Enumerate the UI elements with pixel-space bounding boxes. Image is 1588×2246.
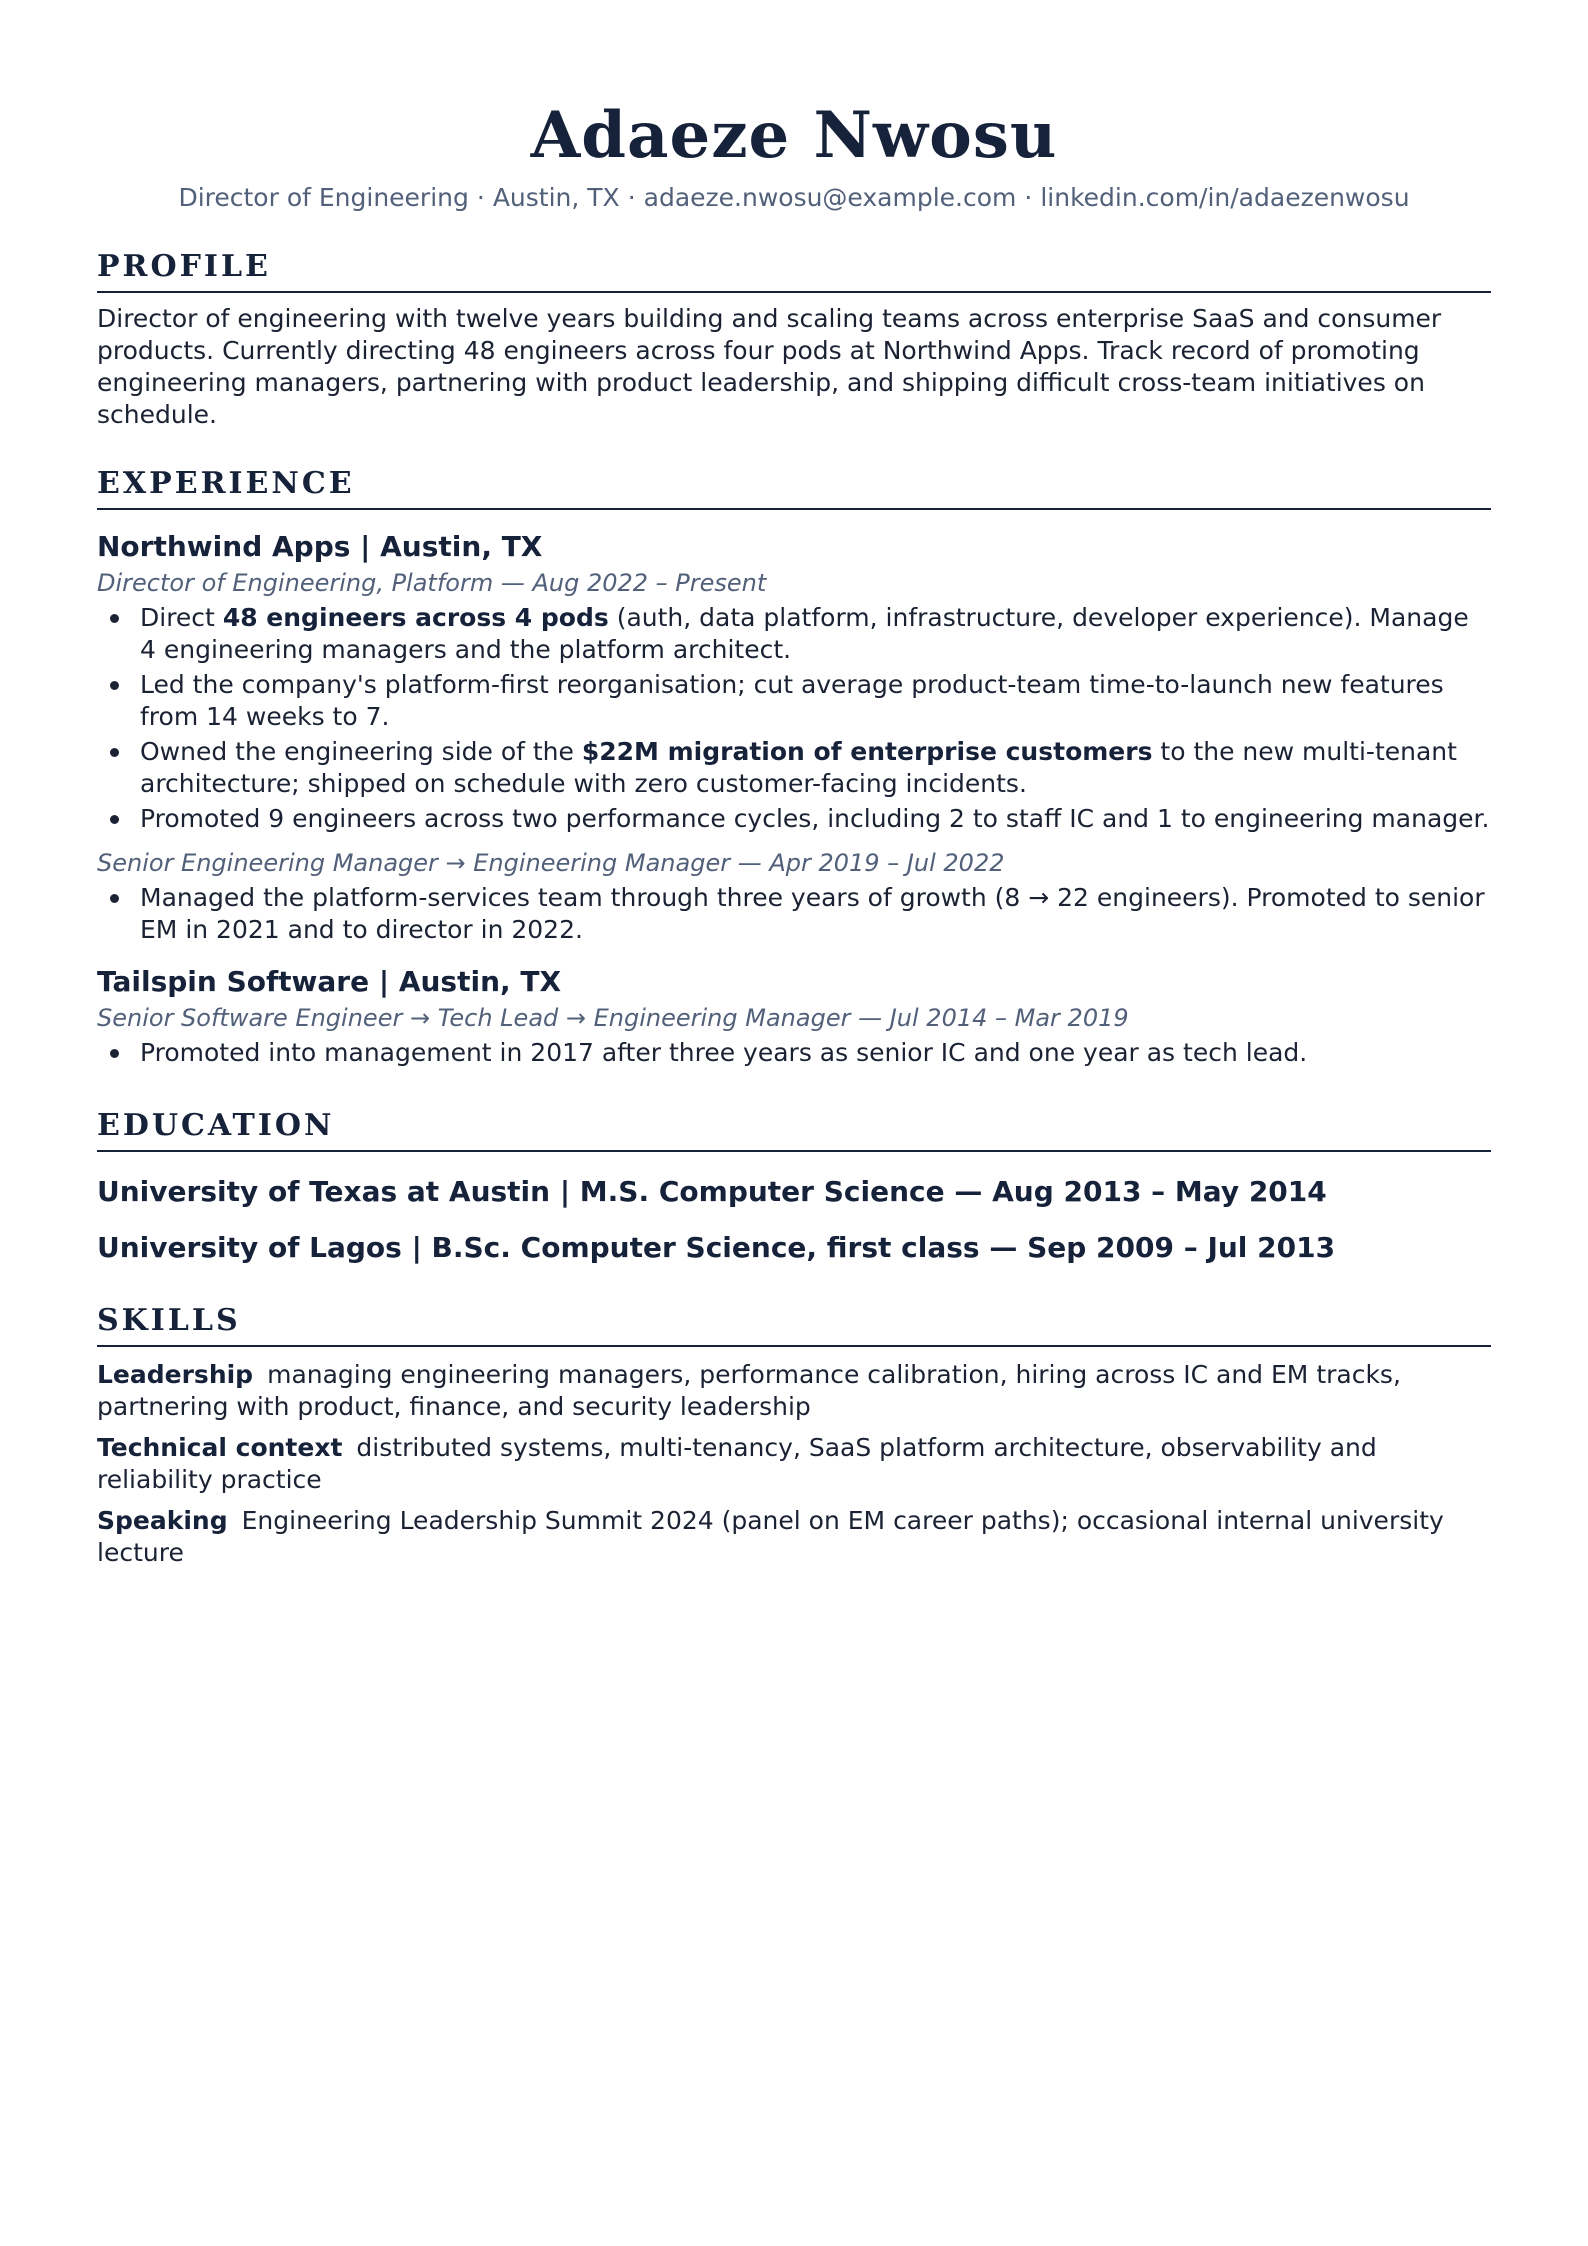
- bullet-text: Led the company's platform-first reorganisation; cut average product-team time-to-launch new features from 14 weeks to 7.: [140, 670, 1444, 731]
- role-title: Senior Engineering Manager → Engineering Manager — Apr 2019 – Jul 2022: [97, 849, 1005, 877]
- contact-line: [97, 182, 1491, 214]
- job-entry: [97, 529, 1491, 946]
- skills-heading: SKILLS: [97, 1302, 1491, 1347]
- skill-row: [97, 1505, 1491, 1569]
- bullet-text: Managed the platform-services team through three years of growth (8 → 22 engineers). Promoted to senior EM in 2021 and to director in 2022.: [140, 883, 1485, 944]
- bullet-text: (auth, data platform, infrastructure, developer experience). Manage 4 engineering managers and the platform architect.: [140, 603, 1469, 664]
- bullet-text: Direct: [140, 603, 223, 632]
- experience-heading: EXPERIENCE: [97, 465, 1491, 510]
- education-item: University of Texas at Austin | M.S. Computer Science — Aug 2013 – May 2014: [97, 1175, 1327, 1208]
- linkedin-link[interactable]: linkedin.com/in/adaezenwosu: [1040, 183, 1410, 212]
- skill-label: Leadership: [97, 1360, 254, 1389]
- bullet-text: Promoted into management in 2017 after three years as senior IC and one year as tech lead.: [140, 1038, 1308, 1067]
- bullet-item: [140, 882, 1491, 946]
- profile-heading: PROFILE: [97, 248, 1491, 293]
- profile-summary: Director of engineering with twelve years building and scaling teams across enterprise SaaS and consumer products. Currently directing 48 engineers across four pods at Northwind Apps. Track record of promoting engineering managers, partnering with product leadership, and shipping difficult cross-team initiatives on schedule.: [97, 304, 1442, 429]
- bullet-list: [97, 1037, 1491, 1069]
- separator: ·: [476, 183, 485, 212]
- job-title: Director of Engineering: [178, 183, 469, 212]
- bullet-text: to the new multi-tenant architecture; shipped on schedule with zero customer-facing incidents.: [140, 737, 1457, 798]
- skill-text: distributed systems, multi-tenancy, SaaS platform architecture, observability and reliability practice: [97, 1433, 1377, 1494]
- bullet-highlight: $22M migration of enterprise customers: [581, 737, 1153, 766]
- bullet-list: [97, 602, 1491, 835]
- role-title: Senior Software Engineer → Tech Lead → Engineering Manager — Jul 2014 – Mar 2019: [97, 1004, 1129, 1032]
- skill-row: [97, 1432, 1491, 1496]
- job-entry: [97, 964, 1491, 1069]
- education-heading: EDUCATION: [97, 1107, 1491, 1152]
- role-title: Director of Engineering, Platform — Aug 2022 – Present: [97, 569, 767, 597]
- education-item: University of Lagos | B.Sc. Computer Science, first class — Sep 2009 – Jul 2013: [97, 1231, 1336, 1264]
- bullet-item: [140, 1037, 1491, 1069]
- skill-row: [97, 1359, 1491, 1423]
- company-name: Tailspin Software | Austin, TX: [97, 965, 562, 998]
- candidate-name: Adaeze Nwosu: [530, 98, 1058, 173]
- location: Austin, TX: [492, 183, 620, 212]
- skill-label: Technical context: [97, 1433, 343, 1462]
- bullet-text: Owned the engineering side of the: [140, 737, 582, 766]
- bullet-list: [97, 882, 1491, 946]
- skill-text: managing engineering managers, performance calibration, hiring across IC and EM tracks, partnering with product, finance, and security leadership: [97, 1360, 1401, 1421]
- skill-text: Engineering Leadership Summit 2024 (panel on EM career paths); occasional internal university lecture: [97, 1506, 1444, 1567]
- bullet-text: Promoted 9 engineers across two performance cycles, including 2 to staff IC and 1 to engineering manager.: [140, 804, 1490, 833]
- bullet-item: [140, 669, 1491, 733]
- bullet-item: [140, 736, 1491, 800]
- email-link[interactable]: adaeze.nwosu@example.com: [643, 183, 1017, 212]
- company-name: Northwind Apps | Austin, TX: [97, 530, 543, 563]
- bullet-item: [140, 602, 1491, 666]
- bullet-item: [140, 803, 1491, 835]
- separator: ·: [1024, 183, 1033, 212]
- bullet-highlight: 48 engineers across 4 pods: [222, 603, 609, 632]
- skill-label: Speaking: [97, 1506, 228, 1535]
- separator: ·: [627, 183, 636, 212]
